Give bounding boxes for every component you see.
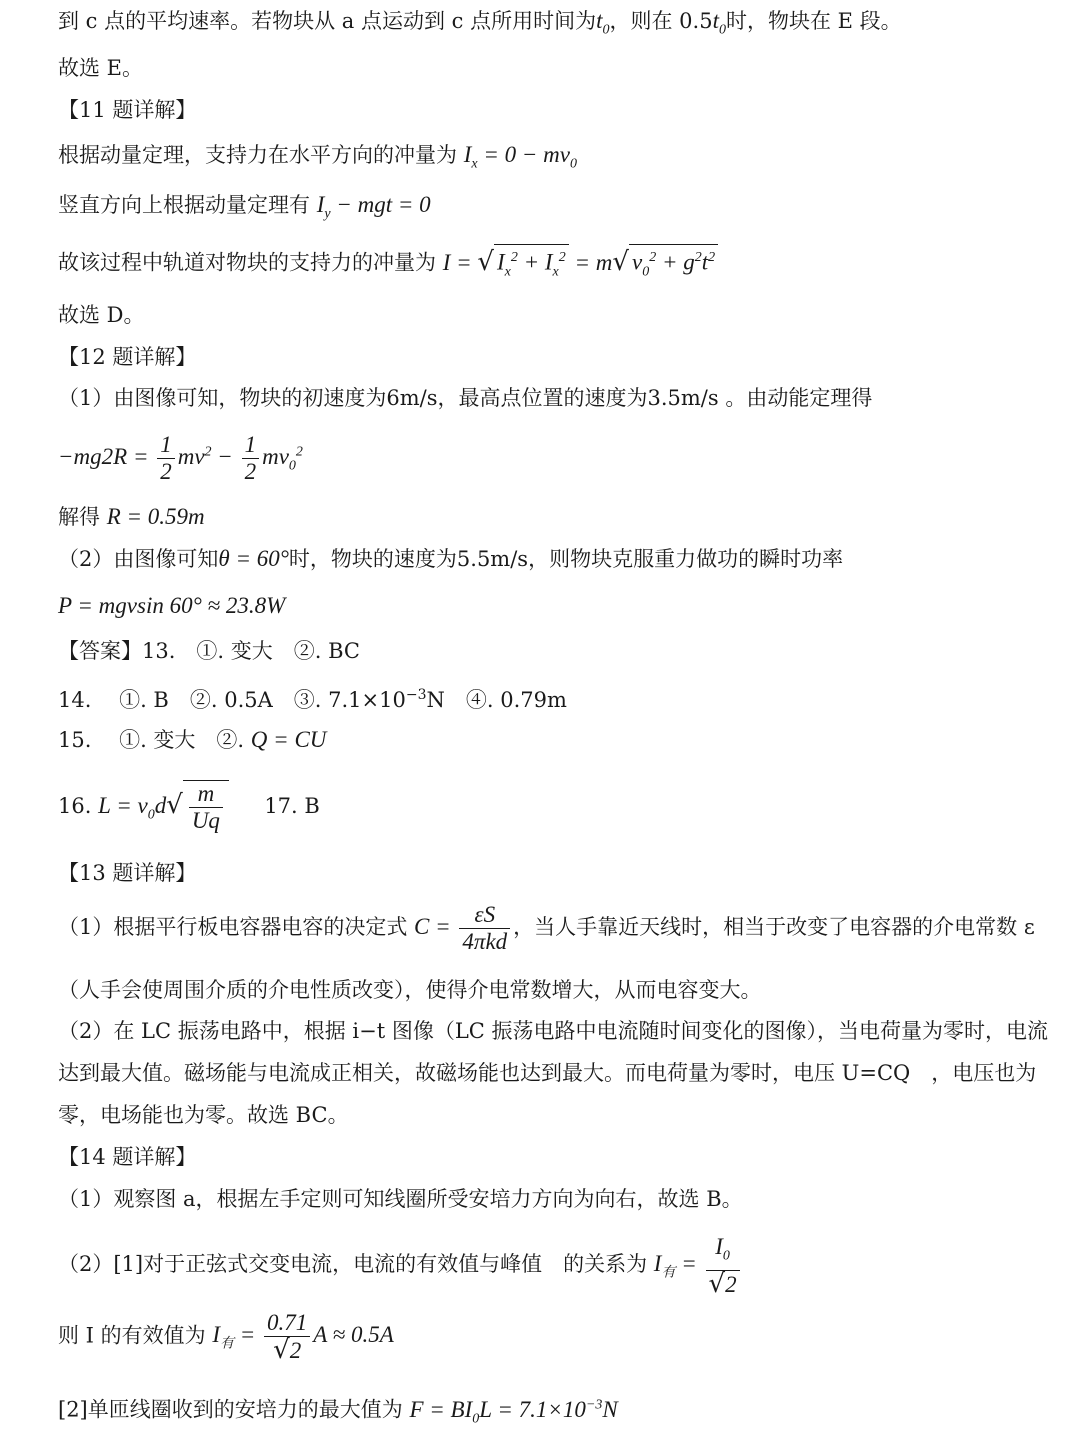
text-span: 时，物块在 E 段。 bbox=[725, 9, 902, 33]
formula-capacitance: C = $\frac{\varepsilon S}{\text{4πkd}}$ bbox=[414, 914, 513, 939]
formula-t0: $t_0$ bbox=[596, 8, 610, 38]
text-line bbox=[58, 1310, 394, 1364]
section-heading: 【12 题详解】 bbox=[58, 345, 197, 369]
text-line bbox=[58, 190, 431, 230]
text-line bbox=[58, 902, 1035, 955]
answer-line: 【答案】13. ①. 变大 ②. BC bbox=[58, 639, 360, 663]
text-span: 竖直方向上根据动量定理有 bbox=[58, 193, 310, 217]
text-span: （1）根据平行板电容器电容的决定式 bbox=[58, 914, 408, 939]
section-heading: 【14 题详解】 bbox=[58, 1145, 197, 1169]
text-line: 达到最大值。磁场能与电流成正相关，故磁场能也达到最大。而电荷量为零时，电压 U=CQ ，电压也为 bbox=[58, 1061, 1037, 1085]
text-line bbox=[58, 1234, 743, 1298]
text-line bbox=[58, 6, 902, 46]
text-line bbox=[58, 432, 303, 485]
formula-rms-value: $I_有$ = $\frac{0.71}{√2}$ A ≈ 0.5A bbox=[212, 1310, 394, 1365]
formula-r: R = 0.59m bbox=[106, 504, 205, 529]
formula-theta: θ = 60° bbox=[218, 546, 289, 571]
text-span: 则 I 的有效值为 bbox=[58, 1323, 206, 1348]
text-span: [2]单匝线圈收到的安培力的最大值为 bbox=[58, 1397, 403, 1422]
answer-line bbox=[58, 780, 320, 834]
section-heading: 【13 题详解】 bbox=[58, 861, 197, 885]
text-line: （2）在 LC 振荡电路中，根据 i−t 图像（LC 振荡电路中电流随时间变化的图像），当电荷量为零时，电流 bbox=[58, 1019, 1049, 1043]
text-span: 故该过程中轨道对物块的支持力的冲量为 bbox=[58, 250, 436, 275]
text-span: N ④. 0.79m bbox=[426, 688, 567, 712]
text-span: 17. B bbox=[264, 793, 320, 818]
text-span: 根据动量定理，支持力在水平方向的冲量为 bbox=[58, 143, 457, 167]
formula-energy: −mg2R = $\frac{1}{2}$ $mv^2$ − $\frac{1}{2}$ $mv_0^2$ bbox=[58, 432, 303, 484]
formula-power: P = mgvsin 60° ≈ 23.8W bbox=[58, 593, 286, 618]
text-span: 到 c 点的平均速率。若物块从 a 点运动到 c 点所用时间为 bbox=[58, 9, 597, 33]
formula-impulse-total: I = √ $I_x^2 + I_x^2 = m√$ $v_0^2 + g^2t^2$ bbox=[443, 250, 718, 275]
text-line: （1）观察图 a，根据左手定则可知线圈所受安培力方向为向右，故选 B。 bbox=[58, 1187, 743, 1211]
formula-force: $F = BI_0L = 7.1\times 10^{-3}N$ bbox=[409, 1396, 618, 1427]
text-line: （1）由图像可知，物块的初速度为6m/s，最高点位置的速度为3.5m/s 。由动能定理得 bbox=[58, 386, 873, 410]
text-span: （2）[1]对于正弦式交变电流，电流的有效值与峰值 的关系为 bbox=[58, 1252, 648, 1277]
text-line: 故选 D。 bbox=[58, 303, 145, 327]
text-span: 14. ①. B ②. 0.5A ③. 7.1×10 bbox=[58, 688, 406, 712]
formula-impulse-x: $I_x = 0 - mv_0$ bbox=[463, 142, 577, 172]
text-line bbox=[58, 1390, 618, 1434]
text-line bbox=[58, 244, 718, 285]
text-span: 16. bbox=[58, 793, 92, 818]
answer-line bbox=[58, 725, 326, 755]
text-span: 15. ①. 变大 ②. bbox=[58, 728, 245, 752]
formula-impulse-y: $I_y$ − mgt = 0 bbox=[316, 192, 431, 222]
text-line bbox=[58, 140, 577, 180]
text-span: ，当人手靠近天线时，相当于改变了电容器的介电常数 ε bbox=[513, 914, 1035, 939]
text-span: 时，物块的速度为5.5m/s，则物块克服重力做功的瞬时功率 bbox=[288, 547, 844, 571]
answer-line: 14. ①. B ②. 0.5A ③. $7.1\times 10^{-3}N$ ④. 0.79m bbox=[58, 687, 567, 712]
text-span: 解得 bbox=[58, 505, 100, 529]
text-line bbox=[58, 544, 843, 574]
section-heading: 【11 题详解】 bbox=[58, 98, 197, 122]
text-span: ，则在 0.5 bbox=[609, 9, 713, 33]
text-line bbox=[58, 502, 205, 532]
text-line: 零，电场能也为零。故选 BC。 bbox=[58, 1103, 349, 1127]
text-line bbox=[58, 591, 285, 621]
formula-rms: $I_有$ = $\frac{I_0}{√2}$ bbox=[654, 1251, 743, 1276]
formula-length: $L = v_0d√$ $\frac{m}{Uq}$ bbox=[98, 793, 229, 818]
formula-q-cu: Q = CU bbox=[250, 727, 327, 752]
text-line: 故选 E。 bbox=[58, 56, 144, 80]
formula-t0: $t_0$ bbox=[712, 8, 726, 38]
text-span: （2）由图像可知 bbox=[58, 547, 219, 571]
text-line: （人手会使周围介质的介电性质改变），使得介电常数增大，从而电容变大。 bbox=[58, 978, 762, 1002]
